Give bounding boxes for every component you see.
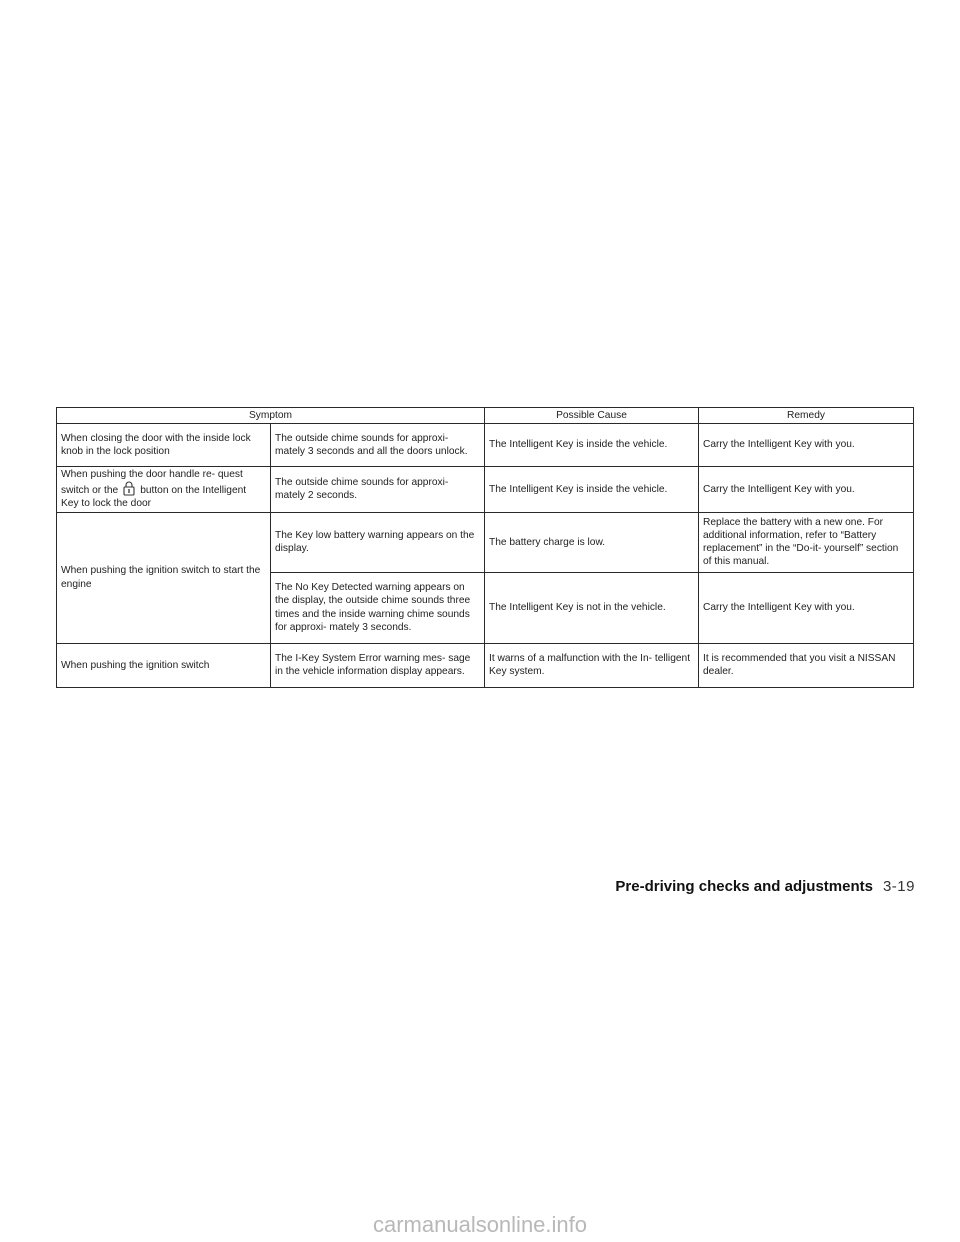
condition-cell: The Key low battery warning appears on the display.: [271, 512, 485, 572]
remedy-cell: Replace the battery with a new one. For additional information, refer to “Battery replacement” in the “Do-it- yourself” section of this manual.: [699, 512, 914, 572]
remedy-cell: Carry the Intelligent Key with you.: [699, 424, 914, 467]
watermark: carmanualsonline.info: [372, 1212, 588, 1237]
symptom-text: button on the Intelligent Key to lock the door: [61, 485, 247, 510]
cause-cell: The Intelligent Key is inside the vehicle.: [485, 424, 699, 467]
cause-cell: The Intelligent Key is not in the vehicle.: [485, 572, 699, 643]
table-row: [57, 424, 914, 467]
table-row: [57, 467, 914, 513]
cause-cell: The battery charge is low.: [485, 512, 699, 572]
symptom-cell: When closing the door with the inside lock knob in the lock position: [57, 424, 271, 467]
page-footer: [615, 877, 915, 897]
remedy-cell: Carry the Intelligent Key with you.: [699, 572, 914, 643]
table-row: [57, 512, 914, 572]
symptom-text: When pushing the door handle re- quest switch or the: [61, 469, 243, 497]
lock-button-icon: [122, 481, 136, 496]
header-remedy: Remedy: [699, 408, 914, 424]
cause-cell: It warns of a malfunction with the In- telligent Key system.: [485, 643, 699, 687]
table-row: [57, 643, 914, 687]
table-header-row: [57, 408, 914, 424]
troubleshooting-table: [56, 407, 914, 688]
section-title: Pre-driving checks and adjustments: [615, 878, 873, 895]
cause-cell: The Intelligent Key is inside the vehicle.: [485, 467, 699, 513]
symptom-cell: When pushing the ignition switch to start the engine: [57, 512, 271, 643]
header-symptom: Symptom: [57, 408, 485, 424]
condition-cell: The outside chime sounds for approxi- mately 2 seconds.: [271, 467, 485, 513]
condition-cell: The outside chime sounds for approxi- mately 3 seconds and all the doors unlock.: [271, 424, 485, 467]
remedy-cell: It is recommended that you visit a NISSAN dealer.: [699, 643, 914, 687]
page-number: 3-19: [882, 878, 915, 895]
header-possible-cause: Possible Cause: [485, 408, 699, 424]
symptom-cell: When pushing the ignition switch: [57, 643, 271, 687]
remedy-cell: Carry the Intelligent Key with you.: [699, 467, 914, 513]
condition-cell: The No Key Detected warning appears on the display, the outside chime sounds three times and the inside warning chime sounds for approxi- mately 3 seconds.: [271, 572, 485, 643]
condition-cell: The I-Key System Error warning mes- sage in the vehicle information display appears.: [271, 643, 485, 687]
symptom-cell: [57, 467, 271, 513]
